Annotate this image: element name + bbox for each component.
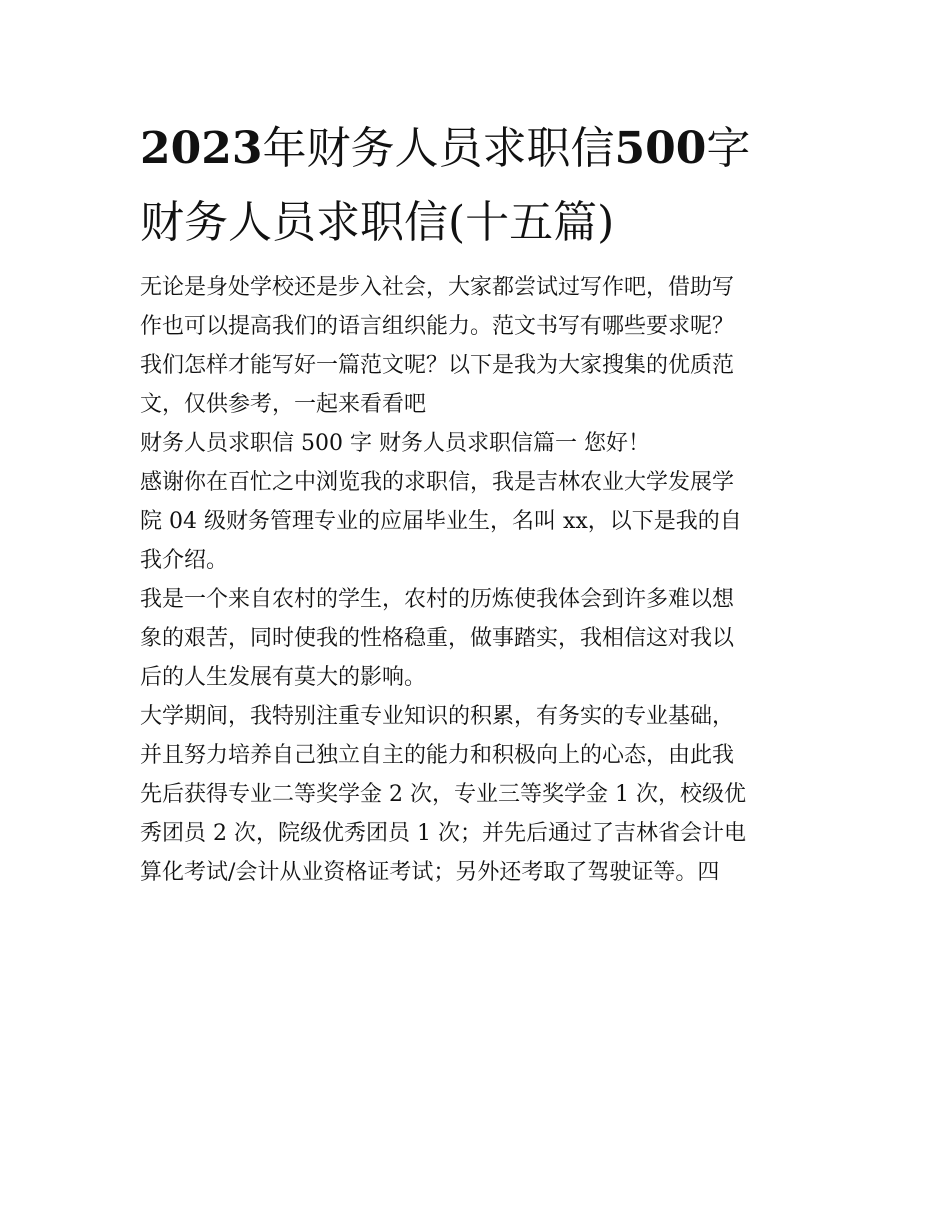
- intro-line: 无论是身处学校还是步入社会，大家都尝试过写作吧，借助写: [140, 275, 735, 300]
- intro-line: 我们怎样才能写好一篇范文呢？以下是我为大家搜集的优质范: [140, 353, 735, 378]
- letter-paragraph-3: [140, 697, 812, 892]
- paragraph-line: 大学期间，我特别注重专业知识的积累，有务实的专业基础，: [140, 704, 735, 729]
- paragraph-line: 我是一个来自农村的学生，农村的历炼使我体会到许多难以想: [140, 587, 735, 612]
- paragraph-line: 后的人生发展有莫大的影响。: [140, 665, 427, 690]
- title-line-2: 财务人员求职信(十五篇): [140, 197, 615, 248]
- document-body: [140, 112, 812, 892]
- title-text-a: 年财务人员求职信: [262, 123, 615, 174]
- paragraph-line: 感谢你在百忙之中浏览我的求职信，我是吉林农业大学发展学: [140, 470, 735, 495]
- paragraph-line: 我介绍。: [140, 548, 229, 573]
- section-heading: [140, 424, 812, 463]
- paragraph-line: 先后获得专业二等奖学金 2 次，专业三等奖学金 1 次，校级优: [140, 782, 746, 807]
- letter-paragraph-2: [140, 580, 812, 697]
- paragraph-line: 院 04 级财务管理专业的应届毕业生，名叫 xx，以下是我的自: [140, 509, 742, 534]
- letter-paragraph-1: [140, 463, 812, 580]
- title-line-1: [140, 112, 812, 186]
- section-heading-text: 财务人员求职信 500 字 财务人员求职信篇一 您好！: [140, 431, 650, 456]
- intro-line: 作也可以提高我们的语言组织能力。范文书写有哪些要求呢？: [140, 314, 735, 339]
- title-text-b: 字: [706, 123, 751, 174]
- intro-line: 文，仅供参考，一起来看看吧: [140, 392, 427, 417]
- title-number: 500: [614, 123, 707, 174]
- title-year: 2023: [140, 123, 263, 174]
- intro-paragraph: [140, 268, 812, 424]
- paragraph-line: 算化考试/会计从业资格证考试；另外还考取了驾驶证等。四: [140, 860, 720, 885]
- paragraph-line: 秀团员 2 次，院级优秀团员 1 次；并先后通过了吉林省会计电: [140, 821, 746, 846]
- paragraph-line: 并且努力培养自己独立自主的能力和积极向上的心态，由此我: [140, 743, 735, 768]
- document-title: [140, 112, 812, 260]
- paragraph-line: 象的艰苦，同时使我的性格稳重，做事踏实，我相信这对我以: [140, 626, 735, 651]
